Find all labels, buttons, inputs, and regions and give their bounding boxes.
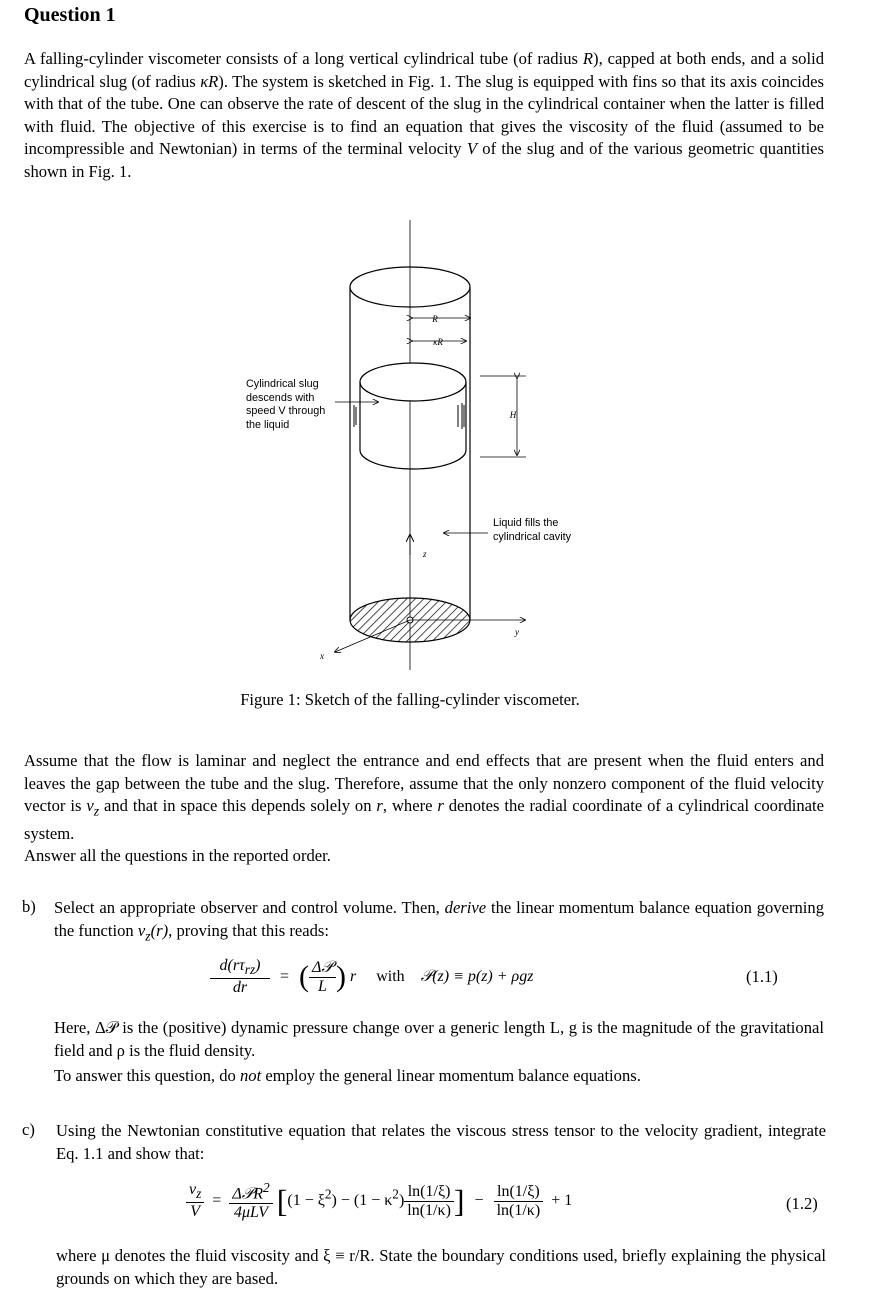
part-c-text: Using the Newtonian constitutive equation that relates the viscous stress tensor to the velocity gradient, integrate Eq. 1.1 and show that: — [56, 1121, 826, 1163]
eq-with-label: with — [376, 967, 405, 985]
part-b-note: To answer this question, do not employ the general linear momentum balance equations. — [54, 1066, 641, 1085]
eq-dynamic-pressure: 𝒫(z) ≡ p(z) + ρgz — [420, 967, 534, 985]
equation-1-1: $\frac{d(r\tau_{rz})}{dr}$ = ( $\frac{\text{Δ𝒫}}{L}$ ) r with 𝒫(z) ≡ p(z) + ρgz — [210, 957, 533, 997]
label-x: x — [320, 651, 324, 661]
question-title: Question 1 — [24, 4, 116, 26]
answer-order-note: Answer all the questions in the reported order. — [24, 846, 331, 865]
part-c-where-text: where μ denotes the fluid viscosity and ξ ≡ r/R. State the boundary conditions used, briefly explaining the physical grounds on which they are based. — [56, 1246, 826, 1288]
assumptions-paragraph: Assume that the flow is laminar and neglect the entrance and end effects that are present when the fluid enters and leaves the gap between the tube and the slug. Therefore, assume that the only nonzero component of the fluid velocity vector is $v_z$ and that in space this depends solely on r, where r denotes the radial coordinate of a cylindrical coordinate system. — [24, 751, 825, 844]
part-c-letter: c) — [22, 1120, 35, 1139]
viscometer-figure — [230, 215, 610, 675]
label-R: R — [432, 314, 438, 324]
liquid-label: Liquid fills the cylindrical cavity — [493, 517, 571, 543]
label-H: H — [509, 410, 517, 420]
equation-1-2: $\frac{v_z}{V}$ = $\frac{\Delta 𝒫R^2}{\text{4μLV}}$ [$(1 - \xi^2) - (1 - \kappa^2)$ $\frac{\ln(1/\xi)}{\ln(1/\kappa)}$ ] − $\frac{\ln(1/\xi)}{\ln(1/\kappa)}$ + 1 — [186, 1180, 572, 1222]
slug-label: Cylindrical slug descends with speed V through the liquid — [246, 378, 326, 431]
part-b-here-text: Here, Δ𝒫 is the (positive) dynamic pressure change over a generic length L, g is the magnitude of the gravitational field and ρ is the fluid density. — [54, 1018, 824, 1060]
label-z: z — [423, 549, 427, 559]
equation-number-1-2: (1.2) — [786, 1194, 818, 1213]
label-y: y — [515, 627, 519, 637]
label-kR: κR — [433, 337, 443, 347]
part-b-text: Select an appropriate observer and control volume. Then, derive the linear momentum balance equation governing the function $v_z(r)$, proving that this reads: — [54, 898, 825, 943]
equation-number-1-1: (1.1) — [746, 967, 778, 986]
part-b-letter: b) — [22, 897, 36, 916]
figure-caption: Figure 1: Sketch of the falling-cylinder viscometer. — [240, 690, 580, 709]
intro-paragraph: A falling-cylinder viscometer consists of a long vertical cylindrical tube (of radius R), capped at both ends, and a solid cylindrical slug (of radius κR). The system is sketched in Fig. 1. The slug is equipped with fins so that its axis coincides with that of the tube. One can observe the rate of descent of the slug in the cylindrical container when the latter is filled with fluid. The objective of this exercise is to find an equation that gives the viscosity of the fluid (assumed to be incompressible and Newtonian) in terms of the terminal velocity V of the slug and of the various geometric quantities shown in Fig. 1. — [24, 49, 825, 181]
